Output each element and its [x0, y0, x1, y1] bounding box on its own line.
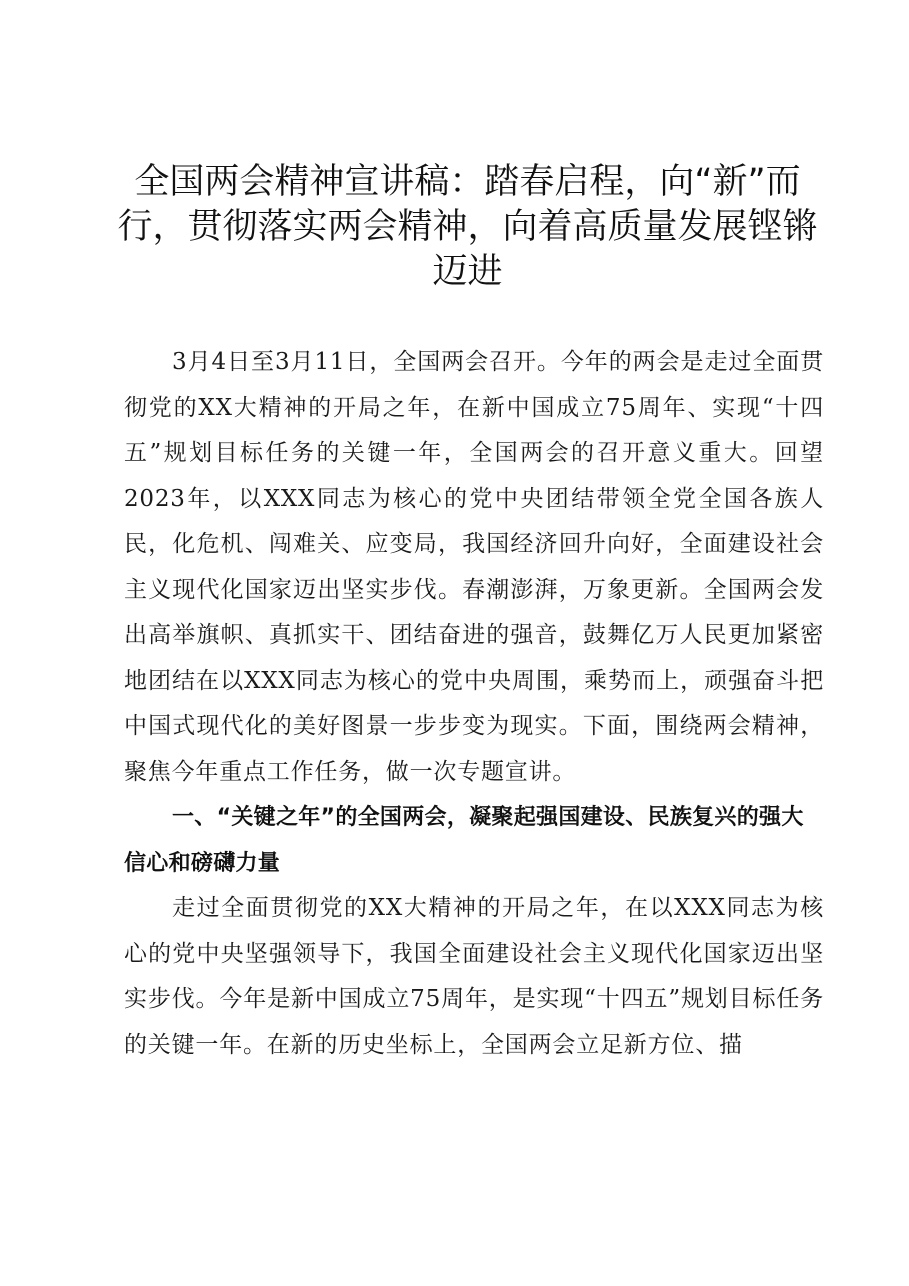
section-paragraph: 走过全面贯彻党的XX大精神的开局之年，在以XXX同志为核心的党中央坚强领导下，我国全面建设社会主义现代化国家迈出坚实步伐。今年是新中国成立75周年，是实现“十四五”规划目标任务的关键一年。在新的历史坐标上，全国两会立足新方位、描 — [124, 895, 824, 1058]
document-body — [124, 340, 824, 1068]
intro-paragraph: 3月4日至3月11日，全国两会召开。今年的两会是走过全面贯彻党的XX大精神的开局之年，在新中国成立75周年、实现“十四五”规划目标任务的关键一年，全国两会的召开意义重大。回望2023年，以XXX同志为核心的党中央团结带领全党全国各族人民，化危机、闯难关、应变局，我国经济回升向好，全面建设社会主义现代化国家迈出坚实步伐。春潮澎湃，万象更新。全国两会发出高举旗帜、真抓实干、团结奋进的强音，鼓舞亿万人民更加紧密地团结在以XXX同志为核心的党中央周围，乘势而上，顽强奋斗把中国式现代化的美好图景一步步变为现实。下面，围绕两会精神，聚焦今年重点工作任务，做一次专题宣讲。 — [124, 349, 824, 785]
document-title: 全国两会精神宣讲稿：踏春启程，向“新”而行，贯彻落实两会精神，向着高质量发展铿锵迈进 — [117, 162, 818, 292]
section-heading: 一、“关键之年”的全国两会，凝聚起强国建设、民族复兴的强大信心和磅礴力量 — [124, 805, 804, 876]
